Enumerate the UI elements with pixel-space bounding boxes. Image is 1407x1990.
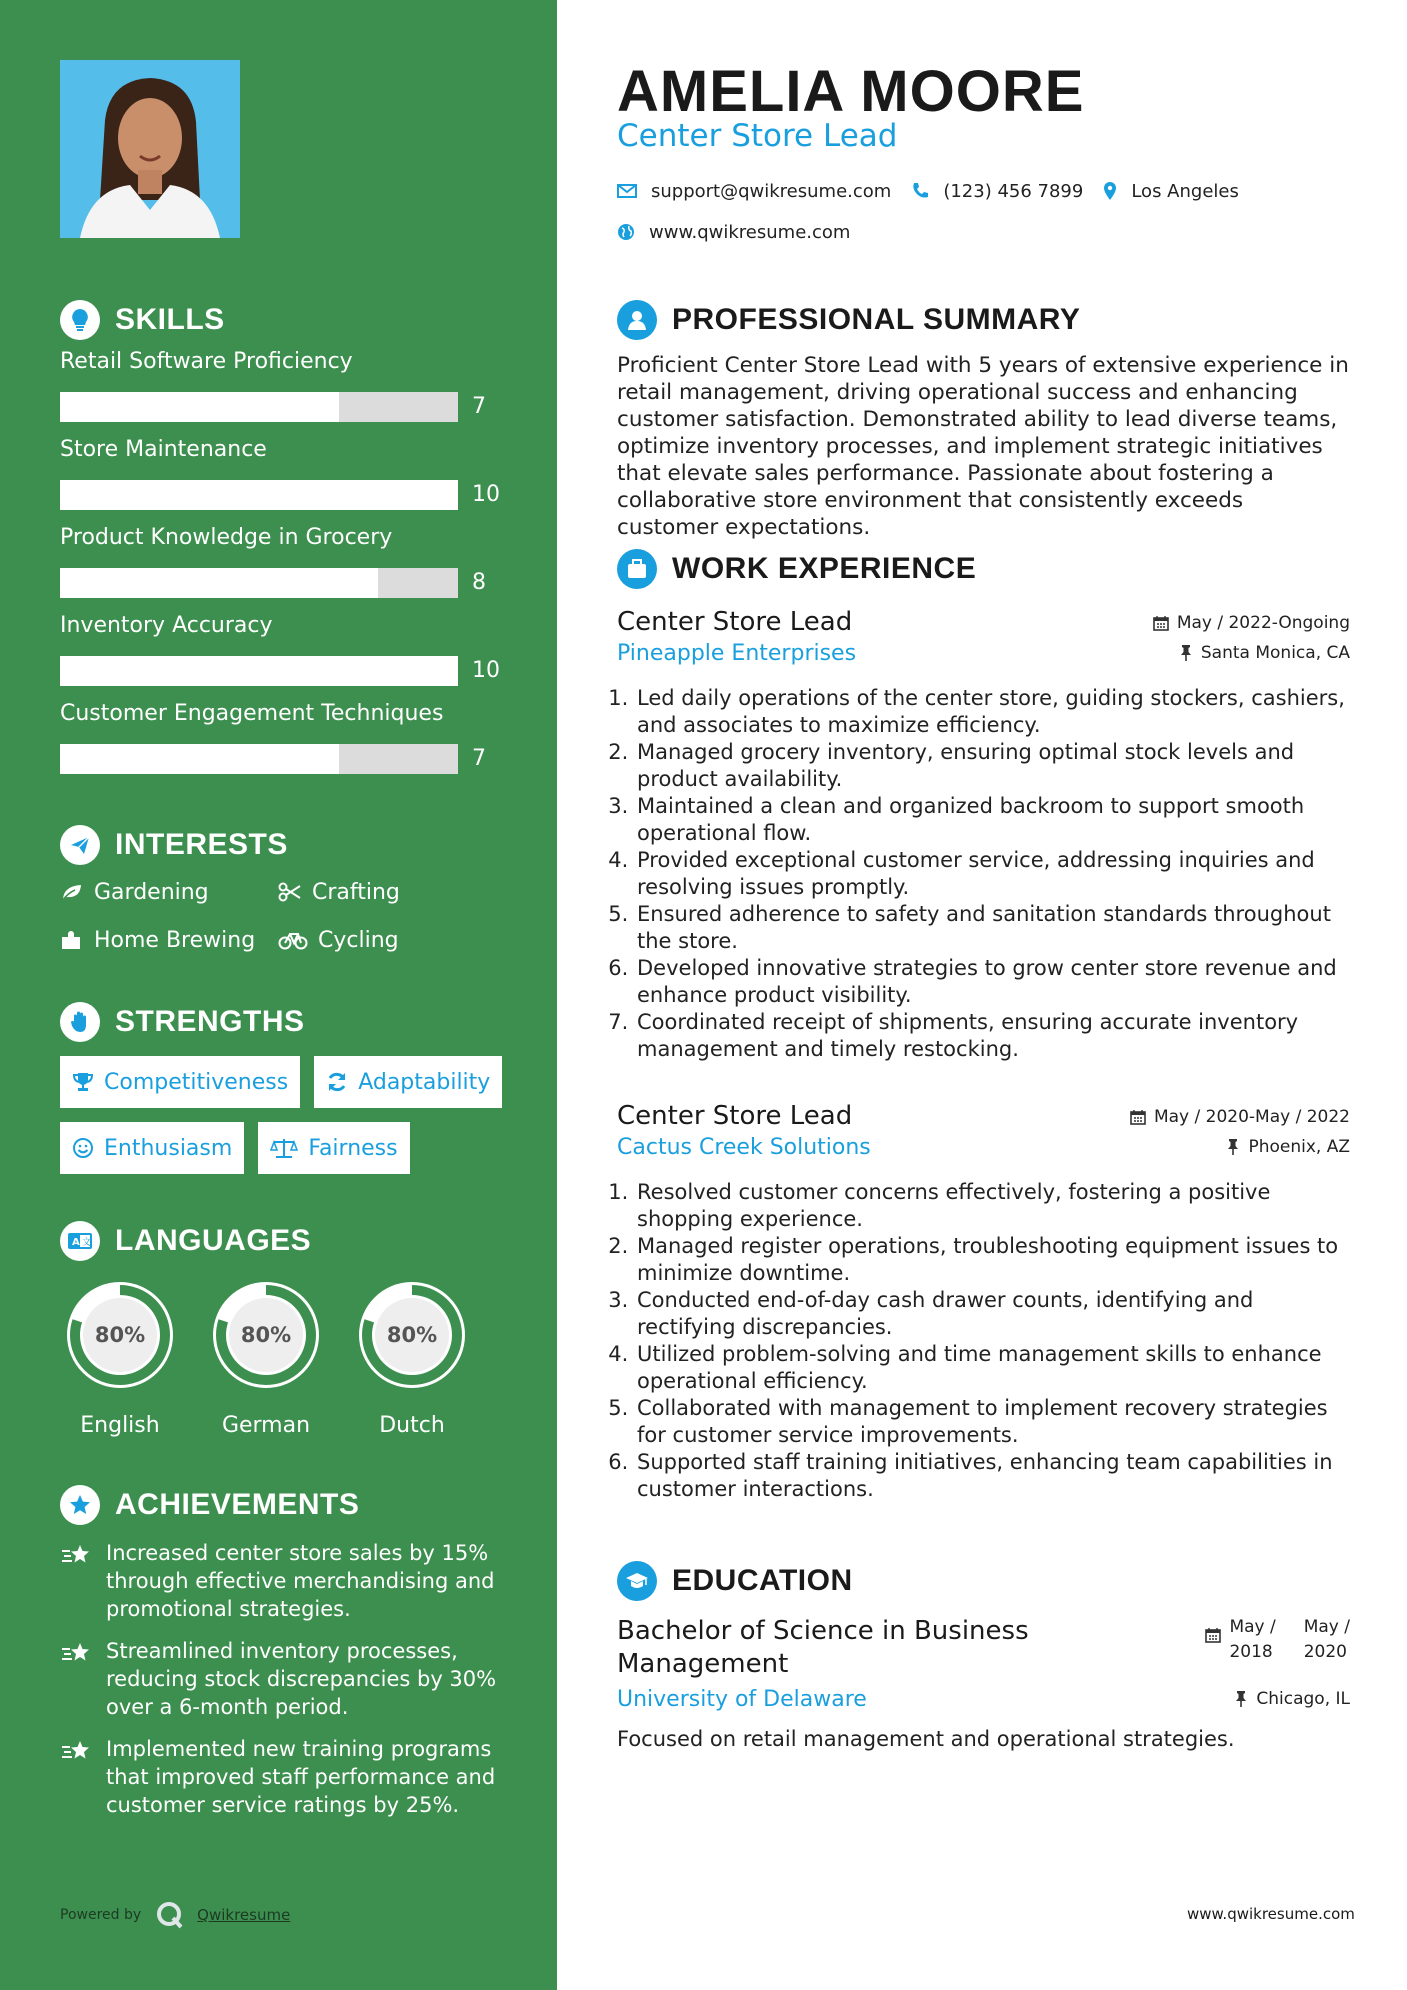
strength-tag <box>314 1056 502 1108</box>
skill-bar-fill <box>60 656 458 686</box>
degree-line: Bachelor of Science in Business <box>617 1616 1029 1646</box>
skill-bar-fill <box>60 392 339 422</box>
strength-tag <box>60 1122 244 1174</box>
language-name: English <box>80 1413 160 1438</box>
experience-title: WORK EXPERIENCE <box>672 552 977 585</box>
website-text[interactable]: www.qwikresume.com <box>649 221 851 243</box>
language-ring <box>60 1275 180 1395</box>
job-title: Center Store Lead <box>617 607 853 637</box>
svg-text:文: 文 <box>82 1238 92 1248</box>
language-ring <box>352 1275 472 1395</box>
candidate-name: AMELIA MOORE <box>617 59 1085 124</box>
balance-scale-icon <box>270 1137 298 1159</box>
skill-item <box>60 520 520 608</box>
language-name: Dutch <box>379 1413 445 1438</box>
language-ring <box>206 1275 326 1395</box>
company-name: Pineapple Enterprises <box>617 641 857 666</box>
user-icon <box>617 300 657 340</box>
education-start-month: May / <box>1229 1617 1276 1637</box>
interest-label: Cycling <box>318 927 399 953</box>
strength-label: Competitiveness <box>104 1069 289 1095</box>
powered-by <box>60 1900 290 1930</box>
shooting-star-icon <box>60 1737 94 1765</box>
interest-item <box>60 923 278 957</box>
job-bullet: 3. Conducted end-of-day cash drawer counts, identifying and rectifying discrepancies. <box>635 1287 1350 1341</box>
education-end-month: May / <box>1303 1617 1350 1637</box>
job-bullet: 1. Led daily operations of the center store, guiding stockers, cashiers, and associates to maximize efficiency. <box>635 685 1350 739</box>
shooting-star-icon <box>60 1541 94 1569</box>
svg-text:A: A <box>72 1237 80 1248</box>
achievement-text: Increased center store sales by 15% through effective merchandising and promotional strategies. <box>106 1541 495 1621</box>
strengths-section <box>60 1002 520 1188</box>
job-date: May / 2022-Ongoing <box>1176 613 1350 633</box>
skill-item <box>60 344 520 432</box>
language-item <box>60 1275 180 1438</box>
achievement-item <box>60 1637 520 1721</box>
job-entry <box>617 605 1350 1063</box>
company-name: Cactus Creek Solutions <box>617 1135 871 1160</box>
job-bullet: 4. Provided exceptional customer service, addressing inquiries and resolving issues promptly. <box>635 847 1350 901</box>
skill-value: 7 <box>472 746 486 771</box>
strength-label: Fairness <box>308 1135 398 1161</box>
education-title: EDUCATION <box>672 1564 853 1597</box>
job-bullets <box>617 1179 1350 1503</box>
interests-title: INTERESTS <box>115 828 288 861</box>
graduation-cap-icon <box>617 1561 657 1601</box>
education-start-year: 2018 <box>1229 1642 1273 1662</box>
skill-value: 7 <box>472 394 486 419</box>
job-bullet: 6. Developed innovative strategies to grow center store revenue and enhance product visibility. <box>635 955 1350 1009</box>
education-end-year: 2020 <box>1303 1642 1347 1662</box>
job-bullets <box>617 685 1350 1063</box>
achievements-section <box>60 1485 520 1819</box>
paper-plane-icon <box>60 825 100 865</box>
education-end <box>1304 1615 1350 1665</box>
skill-item <box>60 432 520 520</box>
briefcase-icon <box>617 549 657 589</box>
strength-tag <box>60 1056 300 1108</box>
degree-title <box>617 1615 1029 1681</box>
powered-by-label: Powered by <box>60 1907 142 1923</box>
job-bullet: 6. Supported staff training initiatives, enhancing team capabilities in customer interactions. <box>635 1449 1350 1503</box>
job-location: Santa Monica, CA <box>1200 643 1350 663</box>
job-bullet: 7. Coordinated receipt of shipments, ensuring accurate inventory management and timely restocking. <box>635 1009 1350 1063</box>
candidate-role: Center Store Lead <box>617 118 898 154</box>
strength-tag <box>258 1122 409 1174</box>
star-badge-icon <box>60 1485 100 1525</box>
map-pin-icon <box>1103 181 1117 201</box>
footer-url[interactable]: www.qwikresume.com <box>1187 1905 1355 1923</box>
interest-item <box>60 875 278 909</box>
skill-bar-fill <box>60 480 458 510</box>
skill-item <box>60 608 520 696</box>
skill-bar <box>60 568 458 598</box>
pushpin-icon <box>1234 1690 1248 1708</box>
achievements-title: ACHIEVEMENTS <box>115 1488 360 1521</box>
language-name: German <box>221 1413 311 1438</box>
skill-item <box>60 696 520 784</box>
education-start <box>1229 1615 1275 1665</box>
achievement-item <box>60 1735 520 1819</box>
skill-bar <box>60 480 458 510</box>
education-description: Focused on retail management and operational strategies. <box>617 1727 1235 1751</box>
job-bullet: 1. Resolved customer concerns effectively, fostering a positive shopping experience. <box>635 1179 1350 1233</box>
job-title: Center Store Lead <box>617 1101 853 1131</box>
summary-text: Proficient Center Store Lead with 5 years of extensive experience in retail management, driving operational success and enhancing customer satisfaction. Demonstrated ability to lead diverse teams, optimize inventory processes, and implement strategic initiatives that elevate sales performance. Passionate about fostering a collaborative store environment that consistently exceeds customer expectations. <box>617 353 1349 540</box>
skill-value: 10 <box>472 658 500 683</box>
scissors-icon <box>278 882 302 902</box>
calendar-icon <box>1205 1627 1221 1643</box>
leaf-icon <box>60 882 84 902</box>
skill-bar <box>60 744 458 774</box>
refresh-icon <box>326 1071 348 1093</box>
languages-section <box>60 1221 520 1438</box>
job-bullet: 5. Ensured adherence to safety and sanitation standards throughout the store. <box>635 901 1350 955</box>
globe-icon <box>617 223 635 241</box>
achievement-text: Implemented new training programs that improved staff performance and customer service ratings by 25%. <box>106 1737 496 1817</box>
skills-title: SKILLS <box>115 303 225 336</box>
skill-bar-fill <box>60 568 378 598</box>
education-location: Chicago, IL <box>1256 1689 1350 1709</box>
contact-info <box>617 178 1259 260</box>
pushpin-icon <box>1179 644 1193 662</box>
lightbulb-icon <box>60 300 100 340</box>
skill-name: Retail Software Proficiency <box>60 349 353 374</box>
strength-label: Enthusiasm <box>104 1135 233 1161</box>
school-name: University of Delaware <box>617 1687 867 1712</box>
language-icon <box>60 1221 100 1261</box>
language-percent: 80% <box>240 1323 292 1347</box>
degree-line: Management <box>617 1649 789 1679</box>
job-location: Phoenix, AZ <box>1248 1137 1350 1157</box>
bicycle-icon <box>278 930 308 950</box>
puzzle-icon <box>60 929 84 951</box>
sidebar <box>0 0 557 1990</box>
envelope-icon <box>617 183 637 199</box>
education-entry <box>617 1615 1350 1751</box>
achievement-item <box>60 1539 520 1623</box>
phone-text[interactable]: (123) 456 7899 <box>943 180 1084 202</box>
job-bullet: 4. Utilized problem-solving and time management skills to enhance operational efficiency. <box>635 1341 1350 1395</box>
skill-value: 10 <box>472 482 500 507</box>
location-text: Los Angeles <box>1131 180 1239 202</box>
phone-icon <box>911 182 929 200</box>
languages-title: LANGUAGES <box>115 1224 312 1257</box>
shooting-star-icon <box>60 1639 94 1667</box>
job-bullet: 5. Collaborated with management to implement recovery strategies for customer service improvements. <box>635 1395 1350 1449</box>
skill-name: Customer Engagement Techniques <box>60 701 444 726</box>
interest-item <box>278 923 498 957</box>
brand-link[interactable]: Qwikresume <box>197 1906 291 1924</box>
calendar-icon <box>1153 615 1169 631</box>
education-section <box>617 1561 1350 1751</box>
pushpin-icon <box>1226 1138 1240 1156</box>
job-entry <box>617 1099 1350 1503</box>
smile-icon <box>72 1137 94 1159</box>
trophy-icon <box>72 1071 94 1093</box>
skill-name: Store Maintenance <box>60 437 267 462</box>
job-bullet: 3. Maintained a clean and organized backroom to support smooth operational flow. <box>635 793 1350 847</box>
interests-section <box>60 825 520 957</box>
profile-photo <box>60 60 240 238</box>
job-bullet: 2. Managed register operations, troubleshooting equipment issues to minimize downtime. <box>635 1233 1350 1287</box>
experience-section <box>617 549 1350 1503</box>
summary-title: PROFESSIONAL SUMMARY <box>672 303 1081 336</box>
skill-bar <box>60 392 458 422</box>
strength-label: Adaptability <box>358 1069 491 1095</box>
qwikresume-logo-icon <box>155 1900 185 1930</box>
achievement-text: Streamlined inventory processes, reducing stock discrepancies by 30% over a 6-month period. <box>106 1639 497 1719</box>
language-percent: 80% <box>94 1323 146 1347</box>
skill-name: Product Knowledge in Grocery <box>60 525 393 550</box>
skill-name: Inventory Accuracy <box>60 613 273 638</box>
interest-item <box>278 875 498 909</box>
language-percent: 80% <box>386 1323 438 1347</box>
job-date: May / 2020-May / 2022 <box>1153 1107 1350 1127</box>
job-bullet: 2. Managed grocery inventory, ensuring optimal stock levels and product availability. <box>635 739 1350 793</box>
skills-section <box>60 300 520 784</box>
language-item <box>352 1275 472 1438</box>
calendar-icon <box>1130 1109 1146 1125</box>
hand-icon <box>60 1002 100 1042</box>
interest-label: Home Brewing <box>94 927 256 953</box>
skill-value: 8 <box>472 570 486 595</box>
interest-label: Gardening <box>94 879 209 905</box>
interest-label: Crafting <box>312 879 400 905</box>
language-item <box>206 1275 326 1438</box>
skill-bar-fill <box>60 744 339 774</box>
skill-bar <box>60 656 458 686</box>
summary-section <box>617 300 1350 541</box>
email-text[interactable]: support@qwikresume.com <box>651 180 892 202</box>
strengths-title: STRENGTHS <box>115 1005 305 1038</box>
